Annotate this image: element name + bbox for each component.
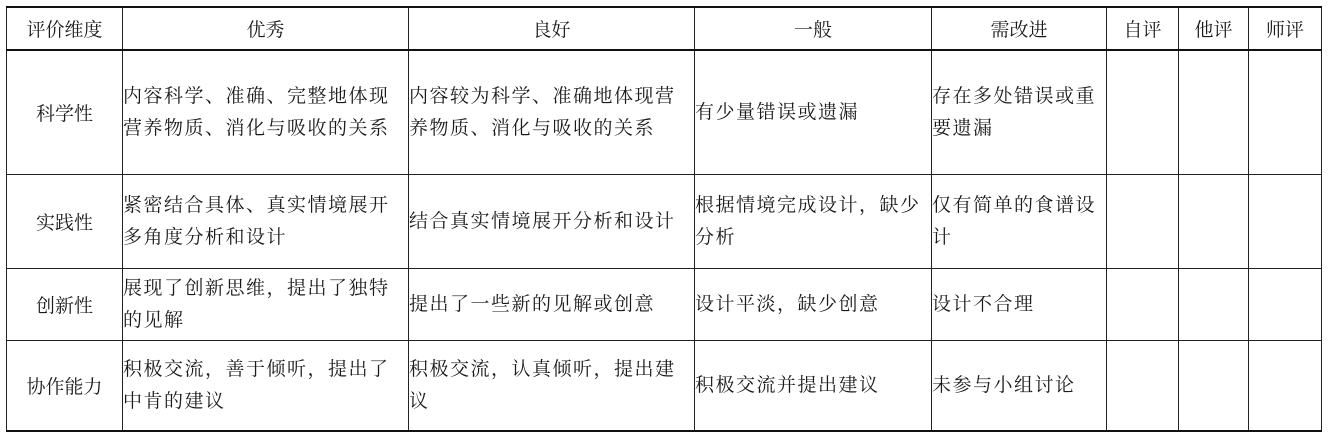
table-row	[7, 268, 1322, 340]
table-row	[7, 340, 1322, 431]
header-needs-improvement: 需改进	[932, 7, 1107, 50]
header-good: 良好	[409, 7, 695, 50]
excellent-cell: 展现了创新思维，提出了独特的见解	[123, 268, 409, 340]
good-cell: 内容较为科学、准确地体现营养物质、消化与吸收的关系	[409, 50, 695, 174]
peer-eval-cell[interactable]	[1179, 340, 1249, 431]
average-cell: 有少量错误或遗漏	[695, 50, 932, 174]
peer-eval-cell[interactable]	[1179, 50, 1249, 174]
good-cell: 提出了一些新的见解或创意	[409, 268, 695, 340]
excellent-cell: 积极交流，善于倾听，提出了中肯的建议	[123, 340, 409, 431]
needs-improvement-cell: 未参与小组讨论	[932, 340, 1107, 431]
average-cell: 积极交流并提出建议	[695, 340, 932, 431]
dimension-cell: 协作能力	[7, 340, 123, 431]
teacher-eval-cell[interactable]	[1249, 340, 1322, 431]
teacher-eval-cell[interactable]	[1249, 268, 1322, 340]
header-peer-eval: 他评	[1179, 7, 1249, 50]
self-eval-cell[interactable]	[1107, 340, 1179, 431]
dimension-cell: 科学性	[7, 50, 123, 174]
header-excellent: 优秀	[123, 7, 409, 50]
excellent-cell: 内容科学、准确、完整地体现营养物质、消化与吸收的关系	[123, 50, 409, 174]
excellent-cell: 紧密结合具体、真实情境展开多角度分析和设计	[123, 174, 409, 268]
self-eval-cell[interactable]	[1107, 268, 1179, 340]
teacher-eval-cell[interactable]	[1249, 174, 1322, 268]
table-row	[7, 50, 1322, 174]
self-eval-cell[interactable]	[1107, 174, 1179, 268]
teacher-eval-cell[interactable]	[1249, 50, 1322, 174]
good-cell: 积极交流，认真倾听，提出建议	[409, 340, 695, 431]
table-row	[7, 174, 1322, 268]
dimension-cell: 实践性	[7, 174, 123, 268]
needs-improvement-cell: 设计不合理	[932, 268, 1107, 340]
evaluation-table-container	[6, 6, 1322, 432]
header-average: 一般	[695, 7, 932, 50]
evaluation-rubric-table	[6, 6, 1322, 432]
header-row	[7, 7, 1322, 50]
dimension-cell: 创新性	[7, 268, 123, 340]
needs-improvement-cell: 存在多处错误或重要遗漏	[932, 50, 1107, 174]
needs-improvement-cell: 仅有简单的食谱设计	[932, 174, 1107, 268]
header-self-eval: 自评	[1107, 7, 1179, 50]
good-cell: 结合真实情境展开分析和设计	[409, 174, 695, 268]
header-dimension: 评价维度	[7, 7, 123, 50]
average-cell: 设计平淡，缺少创意	[695, 268, 932, 340]
self-eval-cell[interactable]	[1107, 50, 1179, 174]
peer-eval-cell[interactable]	[1179, 174, 1249, 268]
average-cell: 根据情境完成设计，缺少分析	[695, 174, 932, 268]
peer-eval-cell[interactable]	[1179, 268, 1249, 340]
header-teacher-eval: 师评	[1249, 7, 1322, 50]
